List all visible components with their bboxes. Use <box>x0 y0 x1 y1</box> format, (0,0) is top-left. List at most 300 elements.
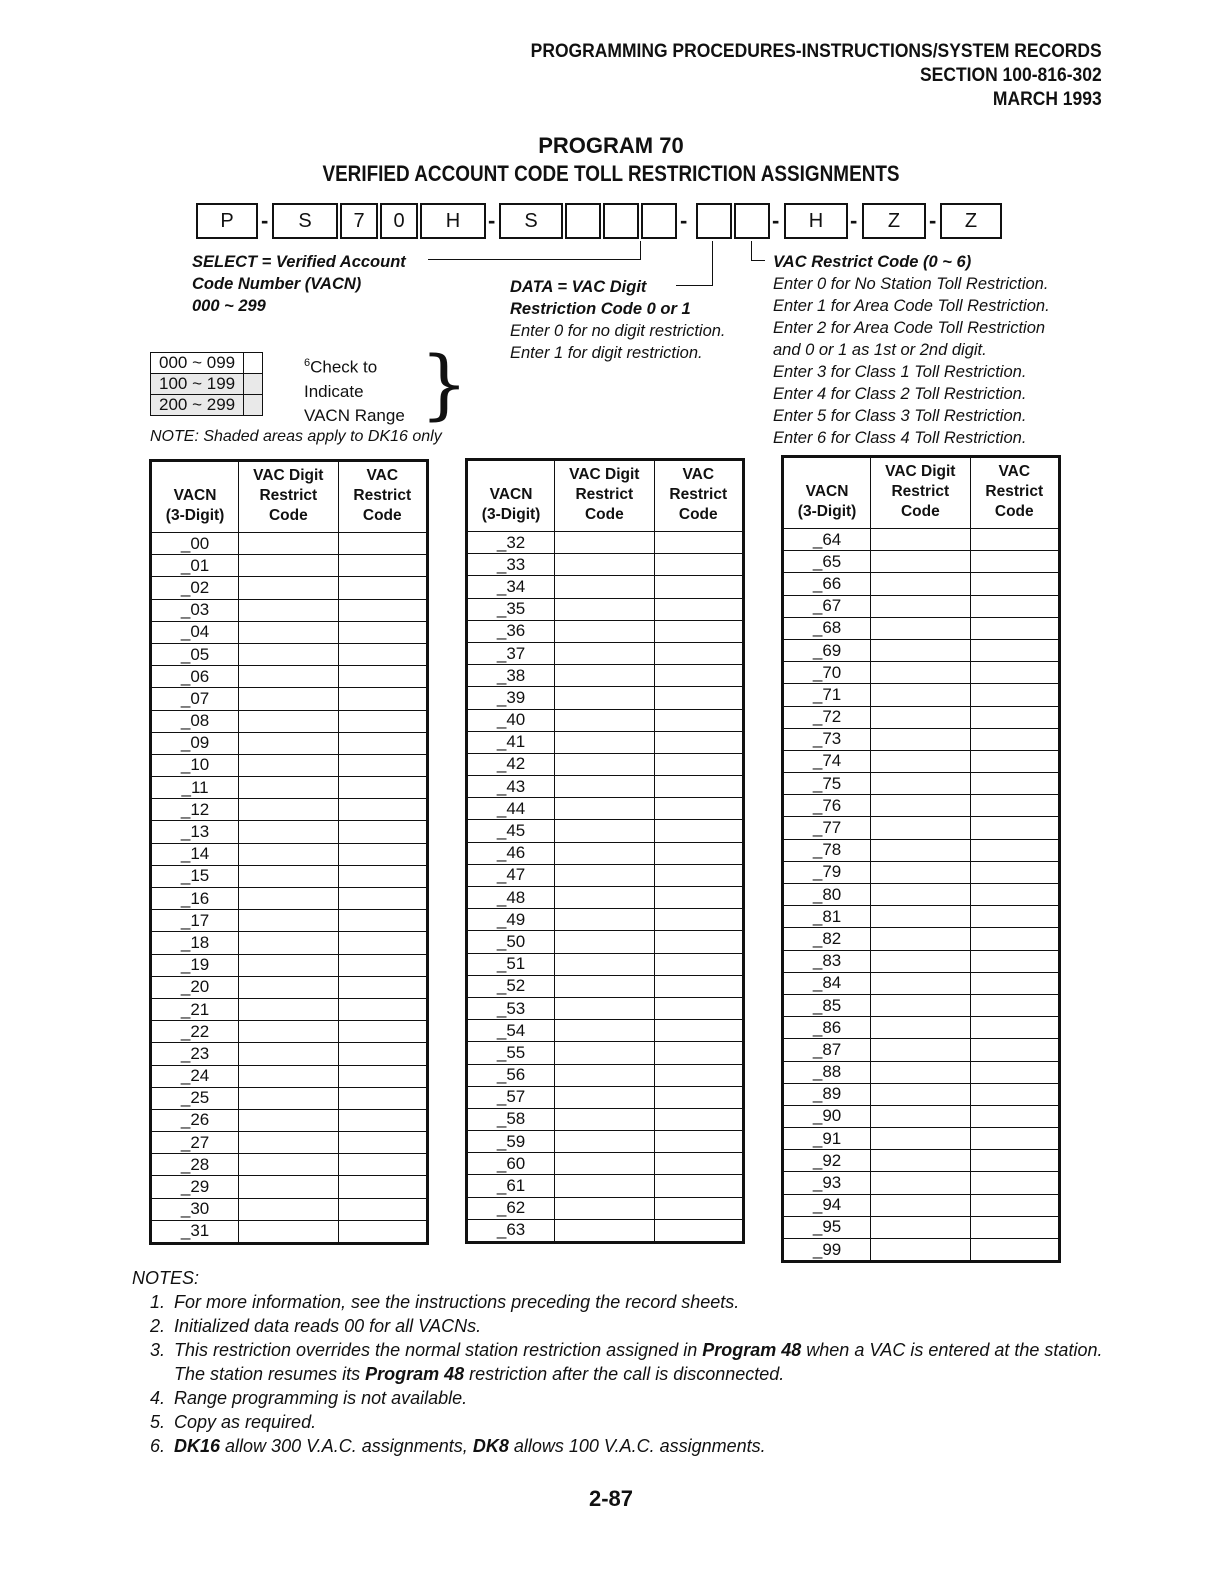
table-row <box>783 906 1060 928</box>
vacn-cell: _16 <box>151 888 239 910</box>
vac-restrict-entry[interactable] <box>970 817 1059 839</box>
digit-restrict-entry[interactable] <box>555 909 654 931</box>
vac-restrict-entry[interactable] <box>338 1220 427 1243</box>
code-dash: - <box>772 208 780 233</box>
vacn-cell: _00 <box>151 533 239 555</box>
note-item <box>170 1314 1122 1338</box>
digit-restrict-entry[interactable] <box>239 1198 338 1220</box>
code-dash: - <box>488 208 496 233</box>
vac-restrict-entry[interactable] <box>654 909 743 931</box>
digit-restrict-entry[interactable] <box>555 1219 654 1242</box>
table-row <box>467 1131 744 1153</box>
vacn-cell: _23 <box>151 1043 239 1065</box>
digit-restrict-entry[interactable] <box>239 621 338 643</box>
vac-restrict-entry[interactable] <box>654 620 743 642</box>
digit-restrict-header <box>239 461 338 533</box>
vacn-cell: _45 <box>467 820 555 842</box>
vac-restrict-entry[interactable] <box>338 643 427 665</box>
digit-restrict-entry[interactable] <box>555 576 654 598</box>
vac-restrict-entry[interactable] <box>970 884 1059 906</box>
digit-restrict-entry[interactable] <box>239 954 338 976</box>
digit-restrict-entry[interactable] <box>239 777 338 799</box>
digit-restrict-entry[interactable] <box>871 972 970 994</box>
vacn-cell: _52 <box>467 975 555 997</box>
digit-restrict-entry[interactable] <box>239 865 338 887</box>
vac-restrict-entry[interactable] <box>654 753 743 775</box>
vac-restrict-entry[interactable] <box>654 1153 743 1175</box>
digit-restrict-entry[interactable] <box>239 666 338 688</box>
vac-restrict-entry[interactable] <box>338 998 427 1020</box>
code-dash: - <box>261 208 269 233</box>
digit-restrict-entry[interactable] <box>555 731 654 753</box>
note-text: when a VAC is entered at the station. The station resumes its <box>174 1340 1103 1384</box>
vac-restrict-entry[interactable] <box>654 1175 743 1197</box>
digit-restrict-entry[interactable] <box>239 643 338 665</box>
digit-restrict-entry[interactable] <box>555 931 654 953</box>
vacn-cell: _32 <box>467 532 555 554</box>
digit-restrict-entry[interactable] <box>555 776 654 798</box>
vac-restrict-entry[interactable] <box>970 795 1059 817</box>
vacn-cell: _27 <box>151 1132 239 1154</box>
table-row <box>783 861 1060 883</box>
vac-restrict-entry[interactable] <box>970 1083 1059 1105</box>
table-row <box>783 972 1060 994</box>
table-row <box>151 754 428 776</box>
digit-restrict-entry[interactable] <box>239 998 338 1020</box>
vac-restrict-line: Enter 0 for No Station Toll Restriction. <box>773 275 1049 293</box>
digit-restrict-entry[interactable] <box>555 1197 654 1219</box>
vac-restrict-entry[interactable] <box>654 576 743 598</box>
digit-restrict-entry[interactable] <box>871 1039 970 1061</box>
digit-restrict-entry[interactable] <box>555 1020 654 1042</box>
digit-restrict-entry[interactable] <box>239 888 338 910</box>
vacn-cell: _75 <box>783 773 871 795</box>
digit-restrict-entry[interactable] <box>555 953 654 975</box>
vacn-cell: _82 <box>783 928 871 950</box>
vac-restrict-entry[interactable] <box>970 639 1059 661</box>
vac-restrict-entry[interactable] <box>654 997 743 1019</box>
vac-restrict-entry[interactable] <box>654 598 743 620</box>
vacn-cell: _03 <box>151 599 239 621</box>
digit-restrict-entry[interactable] <box>871 773 970 795</box>
range-check-box[interactable] <box>244 353 263 374</box>
vac-restrict-entry[interactable] <box>654 532 743 554</box>
table-row <box>783 1239 1060 1262</box>
table-row <box>783 773 1060 795</box>
vac-restrict-entry[interactable] <box>654 554 743 576</box>
digit-restrict-entry[interactable] <box>555 1086 654 1108</box>
digit-restrict-entry[interactable] <box>555 532 654 554</box>
digit-restrict-entry[interactable] <box>239 932 338 954</box>
table-row <box>783 1128 1060 1150</box>
digit-restrict-entry[interactable] <box>871 573 970 595</box>
vac-restrict-entry[interactable] <box>654 953 743 975</box>
vac-restrict-entry[interactable] <box>970 595 1059 617</box>
code-box-h-2: H <box>784 203 848 239</box>
vacn-cell: _25 <box>151 1087 239 1109</box>
vac-restrict-entry[interactable] <box>970 1061 1059 1083</box>
vac-restrict-entry[interactable] <box>338 710 427 732</box>
vac-restrict-entry[interactable] <box>338 1109 427 1131</box>
vac-restrict-entry[interactable] <box>338 599 427 621</box>
vac-restrict-entry[interactable] <box>338 621 427 643</box>
vac-restrict-entry[interactable] <box>970 1150 1059 1172</box>
digit-restrict-entry[interactable] <box>871 817 970 839</box>
vacn-cell: _91 <box>783 1128 871 1150</box>
digit-restrict-entry[interactable] <box>555 975 654 997</box>
select-line-1: SELECT = Verified Account <box>192 253 406 271</box>
data-label <box>510 276 726 364</box>
vac-restrict-header <box>654 460 743 532</box>
vac-restrict-entry[interactable] <box>654 687 743 709</box>
digit-restrict-entry[interactable] <box>555 554 654 576</box>
digit-restrict-entry[interactable] <box>239 599 338 621</box>
vac-restrict-entry[interactable] <box>338 821 427 843</box>
digit-restrict-entry[interactable] <box>555 1153 654 1175</box>
table-row <box>151 1176 428 1198</box>
vacn-cell: _90 <box>783 1105 871 1127</box>
digit-restrict-entry[interactable] <box>239 1220 338 1243</box>
digit-restrict-entry[interactable] <box>239 754 338 776</box>
vacn-cell: _54 <box>467 1020 555 1042</box>
table-row <box>783 1172 1060 1194</box>
range-instr-2: Indicate <box>304 381 364 401</box>
digit-restrict-entry[interactable] <box>871 1216 970 1238</box>
digit-restrict-entry[interactable] <box>871 1194 970 1216</box>
vac-restrict-line: Enter 6 for Class 4 Toll Restriction. <box>773 429 1027 447</box>
vac-restrict-entry[interactable] <box>338 843 427 865</box>
digit-restrict-entry[interactable] <box>239 732 338 754</box>
vacn-cell: _05 <box>151 643 239 665</box>
vacn-cell: _01 <box>151 555 239 577</box>
vac-restrict-entry[interactable] <box>970 994 1059 1016</box>
digit-restrict-entry[interactable] <box>239 910 338 932</box>
vac-restrict-entry[interactable] <box>970 1172 1059 1194</box>
vac-restrict-entry[interactable] <box>970 551 1059 573</box>
vac-restrict-entry[interactable] <box>338 754 427 776</box>
vac-restrict-entry[interactable] <box>338 666 427 688</box>
digit-restrict-entry[interactable] <box>555 1131 654 1153</box>
vac-restrict-entry[interactable] <box>970 906 1059 928</box>
digit-restrict-entry[interactable] <box>239 843 338 865</box>
vac-restrict-entry[interactable] <box>970 750 1059 772</box>
digit-restrict-entry[interactable] <box>871 839 970 861</box>
code-box-s-select: S <box>499 203 563 239</box>
digit-restrict-entry[interactable] <box>239 1176 338 1198</box>
digit-restrict-entry[interactable] <box>239 821 338 843</box>
vac-restrict-entry[interactable] <box>654 1197 743 1219</box>
table-row <box>467 1042 744 1064</box>
table-row <box>467 709 744 731</box>
vac-restrict-entry[interactable] <box>338 1154 427 1176</box>
table-row <box>151 821 428 843</box>
vacn-cell: _79 <box>783 861 871 883</box>
digit-restrict-entry[interactable] <box>871 884 970 906</box>
code-box-0: 0 <box>380 203 418 239</box>
table-row <box>783 795 1060 817</box>
vac-restrict-entry[interactable] <box>654 931 743 953</box>
vacn-cell: _92 <box>783 1150 871 1172</box>
vac-restrict-entry[interactable] <box>338 1198 427 1220</box>
digit-restrict-entry[interactable] <box>239 710 338 732</box>
vacn-table-2 <box>465 458 745 1244</box>
digit-restrict-entry[interactable] <box>239 1065 338 1087</box>
vacn-cell: _19 <box>151 954 239 976</box>
digit-restrict-entry[interactable] <box>871 1239 970 1262</box>
digit-restrict-entry[interactable] <box>239 799 338 821</box>
vac-restrict-entry[interactable] <box>654 975 743 997</box>
vacn-header-text: (3-Digit) <box>797 503 857 520</box>
vac-restrict-label <box>773 251 1050 449</box>
vac-restrict-entry[interactable] <box>338 1087 427 1109</box>
vac-restrict-entry[interactable] <box>338 1043 427 1065</box>
digit-restrict-entry[interactable] <box>871 1061 970 1083</box>
digit-restrict-entry[interactable] <box>555 820 654 842</box>
table-row <box>467 1064 744 1086</box>
digit-restrict-entry[interactable] <box>555 864 654 886</box>
vac-restrict-entry[interactable] <box>338 1065 427 1087</box>
vacn-cell: _20 <box>151 976 239 998</box>
vacn-cell: _42 <box>467 753 555 775</box>
digit-restrict-entry[interactable] <box>871 928 970 950</box>
vac-restrict-entry[interactable] <box>654 1020 743 1042</box>
vacn-cell: _68 <box>783 617 871 639</box>
note-text: This restriction overrides the normal station restriction assigned in <box>174 1340 703 1360</box>
digit-restrict-entry[interactable] <box>871 662 970 684</box>
vac-restrict-entry[interactable] <box>970 839 1059 861</box>
vac-restrict-entry[interactable] <box>654 820 743 842</box>
vac-restrict-entry[interactable] <box>654 1219 743 1242</box>
vac-restrict-entry[interactable] <box>970 773 1059 795</box>
vac-restrict-header-text: VAC <box>998 463 1031 480</box>
table-row <box>783 1105 1060 1127</box>
range-label: 000 ~ 099 <box>151 353 244 374</box>
vac-restrict-entry[interactable] <box>338 976 427 998</box>
digit-restrict-entry[interactable] <box>871 1105 970 1127</box>
vacn-cell: _36 <box>467 620 555 642</box>
digit-restrict-entry[interactable] <box>555 753 654 775</box>
digit-restrict-entry[interactable] <box>239 1043 338 1065</box>
vac-restrict-entry[interactable] <box>970 684 1059 706</box>
vac-restrict-entry[interactable] <box>654 842 743 864</box>
table-row <box>151 643 428 665</box>
vac-restrict-entry[interactable] <box>338 865 427 887</box>
vac-restrict-entry[interactable] <box>338 910 427 932</box>
vac-restrict-entry[interactable] <box>654 864 743 886</box>
vac-restrict-entry[interactable] <box>654 709 743 731</box>
vac-restrict-entry[interactable] <box>338 688 427 710</box>
vac-restrict-entry[interactable] <box>970 1194 1059 1216</box>
digit-restrict-entry[interactable] <box>555 620 654 642</box>
vacn-range-table <box>150 352 263 416</box>
table-row <box>467 620 744 642</box>
vac-restrict-entry[interactable] <box>654 665 743 687</box>
vac-restrict-entry[interactable] <box>654 642 743 664</box>
vac-restrict-entry[interactable] <box>654 1064 743 1086</box>
vac-restrict-entry[interactable] <box>338 577 427 599</box>
vacn-cell: _60 <box>467 1153 555 1175</box>
table-row <box>151 1198 428 1220</box>
vacn-cell: _21 <box>151 998 239 1020</box>
vac-restrict-line: and 0 or 1 as 1st or 2nd digit. <box>773 341 987 359</box>
digit-restrict-entry[interactable] <box>239 1021 338 1043</box>
code-box-select-2 <box>603 203 639 239</box>
table-row <box>151 732 428 754</box>
digit-restrict-entry[interactable] <box>871 595 970 617</box>
table-row <box>783 817 1060 839</box>
vac-restrict-entry[interactable] <box>338 555 427 577</box>
vac-restrict-entry[interactable] <box>338 888 427 910</box>
digit-restrict-entry[interactable] <box>555 1175 654 1197</box>
vac-restrict-entry[interactable] <box>970 1105 1059 1127</box>
digit-restrict-entry[interactable] <box>239 976 338 998</box>
digit-restrict-entry[interactable] <box>871 1150 970 1172</box>
vac-restrict-entry[interactable] <box>970 529 1059 551</box>
range-check-box[interactable] <box>244 395 263 416</box>
vac-restrict-entry[interactable] <box>654 1086 743 1108</box>
table-row <box>151 1065 428 1087</box>
vac-restrict-entry[interactable] <box>654 1042 743 1064</box>
vacn-header-text: VACN <box>173 487 217 504</box>
vac-restrict-header-text: Restrict <box>985 483 1044 500</box>
table-row <box>151 1043 428 1065</box>
vac-restrict-entry[interactable] <box>970 1239 1059 1262</box>
digit-restrict-entry[interactable] <box>871 706 970 728</box>
vac-restrict-entry[interactable] <box>338 533 427 555</box>
digit-restrict-entry[interactable] <box>239 1132 338 1154</box>
digit-restrict-entry[interactable] <box>239 1109 338 1131</box>
digit-restrict-entry[interactable] <box>555 642 654 664</box>
digit-restrict-entry[interactable] <box>555 1108 654 1130</box>
vacn-header-text: VACN <box>489 486 533 503</box>
digit-restrict-entry[interactable] <box>871 529 970 551</box>
vac-restrict-entry[interactable] <box>970 1128 1059 1150</box>
note-bold: DK8 <box>472 1436 509 1456</box>
vac-restrict-entry[interactable] <box>338 732 427 754</box>
digit-restrict-entry[interactable] <box>555 997 654 1019</box>
vac-restrict-entry[interactable] <box>654 887 743 909</box>
digit-restrict-entry[interactable] <box>239 555 338 577</box>
digit-restrict-entry[interactable] <box>239 1087 338 1109</box>
range-instructions <box>304 351 405 428</box>
digit-restrict-entry[interactable] <box>871 684 970 706</box>
vacn-cell: _35 <box>467 598 555 620</box>
digit-restrict-entry[interactable] <box>871 861 970 883</box>
vac-restrict-entry[interactable] <box>654 1131 743 1153</box>
table-row <box>467 554 744 576</box>
digit-restrict-entry[interactable] <box>871 551 970 573</box>
digit-restrict-entry[interactable] <box>871 617 970 639</box>
vacn-cell: _59 <box>467 1131 555 1153</box>
code-box-z-1: Z <box>862 203 926 239</box>
table-row <box>467 798 744 820</box>
digit-restrict-entry[interactable] <box>871 906 970 928</box>
vacn-cell: _37 <box>467 642 555 664</box>
table-row <box>783 994 1060 1016</box>
vac-restrict-entry[interactable] <box>970 1039 1059 1061</box>
digit-restrict-entry[interactable] <box>555 709 654 731</box>
vac-restrict-entry[interactable] <box>654 798 743 820</box>
vac-restrict-entry[interactable] <box>970 728 1059 750</box>
note-bold: Program 48 <box>702 1340 802 1360</box>
digit-restrict-entry[interactable] <box>871 1083 970 1105</box>
digit-restrict-entry[interactable] <box>871 728 970 750</box>
digit-restrict-entry[interactable] <box>239 577 338 599</box>
vac-restrict-entry[interactable] <box>338 1176 427 1198</box>
digit-restrict-entry[interactable] <box>871 639 970 661</box>
table-row <box>783 639 1060 661</box>
vac-restrict-entry[interactable] <box>338 1132 427 1154</box>
digit-restrict-entry[interactable] <box>871 994 970 1016</box>
table-row <box>467 753 744 775</box>
vac-restrict-entry[interactable] <box>654 731 743 753</box>
table-row <box>467 953 744 975</box>
digit-restrict-entry[interactable] <box>239 1154 338 1176</box>
note-item <box>170 1386 1122 1410</box>
range-label: 100 ~ 199 <box>151 374 244 395</box>
digit-restrict-entry[interactable] <box>239 533 338 555</box>
vac-restrict-entry[interactable] <box>338 932 427 954</box>
digit-restrict-entry[interactable] <box>871 750 970 772</box>
digit-restrict-entry[interactable] <box>555 1042 654 1064</box>
vac-restrict-entry[interactable] <box>654 1108 743 1130</box>
header-section: SECTION 100-816-302 <box>920 65 1102 86</box>
vac-restrict-entry[interactable] <box>970 1017 1059 1039</box>
digit-restrict-entry[interactable] <box>555 1064 654 1086</box>
digit-restrict-entry[interactable] <box>871 1172 970 1194</box>
digit-restrict-entry[interactable] <box>871 1128 970 1150</box>
vac-restrict-entry[interactable] <box>970 950 1059 972</box>
vacn-header-text: VACN <box>805 483 849 500</box>
digit-restrict-entry[interactable] <box>555 798 654 820</box>
note-item <box>170 1410 1122 1434</box>
vacn-cell: _46 <box>467 842 555 864</box>
digit-restrict-entry[interactable] <box>555 598 654 620</box>
brace-icon: } <box>420 339 469 428</box>
range-row <box>151 395 263 416</box>
vac-restrict-entry[interactable] <box>970 573 1059 595</box>
vac-restrict-entry[interactable] <box>970 1216 1059 1238</box>
vac-restrict-entry[interactable] <box>338 799 427 821</box>
vac-restrict-entry[interactable] <box>970 972 1059 994</box>
digit-restrict-entry[interactable] <box>871 950 970 972</box>
note-text: For more information, see the instructions preceding the record sheets. <box>174 1292 740 1312</box>
range-check-box[interactable] <box>244 374 263 395</box>
vac-restrict-entry[interactable] <box>338 1021 427 1043</box>
code-box-s: S <box>272 203 338 239</box>
digit-restrict-entry[interactable] <box>871 795 970 817</box>
digit-restrict-entry[interactable] <box>555 687 654 709</box>
vac-restrict-entry[interactable] <box>970 706 1059 728</box>
vacn-cell: _53 <box>467 997 555 1019</box>
vac-restrict-entry[interactable] <box>970 662 1059 684</box>
vac-restrict-entry[interactable] <box>338 777 427 799</box>
vac-restrict-entry[interactable] <box>970 861 1059 883</box>
digit-restrict-entry[interactable] <box>555 842 654 864</box>
digit-restrict-entry[interactable] <box>871 1017 970 1039</box>
vacn-cell: _65 <box>783 551 871 573</box>
digit-restrict-entry[interactable] <box>555 665 654 687</box>
vac-restrict-entry[interactable] <box>654 776 743 798</box>
vac-restrict-entry[interactable] <box>970 928 1059 950</box>
digit-restrict-entry[interactable] <box>555 887 654 909</box>
vac-restrict-entry[interactable] <box>338 954 427 976</box>
vac-restrict-entry[interactable] <box>970 617 1059 639</box>
table-header-row <box>783 457 1060 529</box>
page-title <box>0 132 1222 188</box>
digit-restrict-entry[interactable] <box>239 688 338 710</box>
vacn-cell: _67 <box>783 595 871 617</box>
